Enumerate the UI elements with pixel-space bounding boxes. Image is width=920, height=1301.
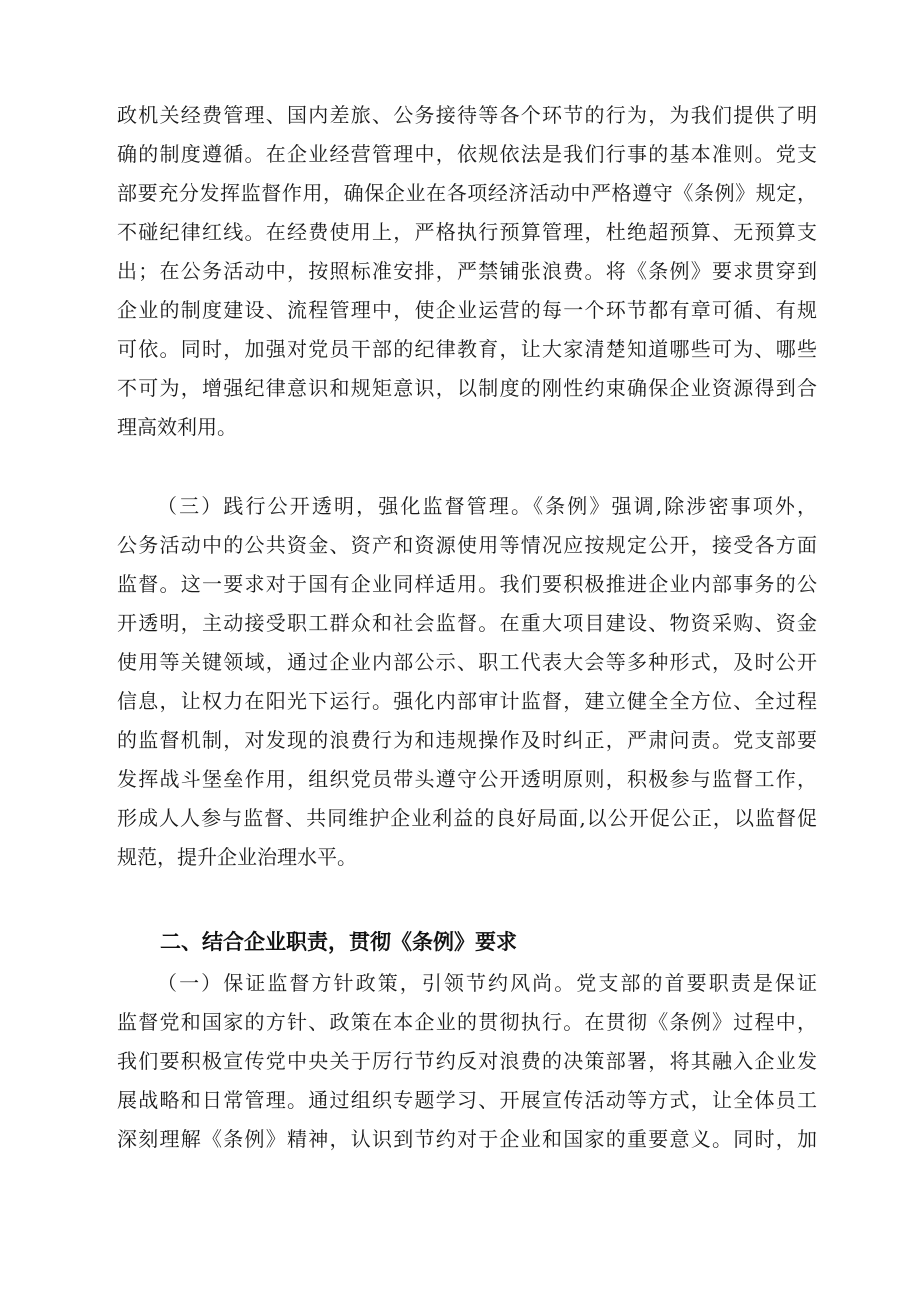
text-line: 确的制度遵循。在企业经营管理中，依规依法是我们行事的基本准则。党支 bbox=[117, 142, 817, 166]
text-line: 出；在公务活动中，按照标准安排，严禁铺张浪费。将《条例》要求贯穿到 bbox=[117, 259, 817, 283]
text-line: （三）践行公开透明，强化监督管理。《条例》强调,除涉密事项外， bbox=[157, 494, 817, 518]
text-line: 深刻理解《条例》精神，认识到节约对于企业和国家的重要意义。同时，加 bbox=[117, 1127, 817, 1151]
text-line: 可依。同时，加强对党员干部的纪律教育，让大家清楚知道哪些可为、哪些 bbox=[117, 337, 817, 361]
text-line: 政机关经费管理、国内差旅、公务接待等各个环节的行为，为我们提供了明 bbox=[117, 103, 817, 127]
text-line: 部要充分发挥监督作用，确保企业在各项经济活动中严格遵守《条例》规定， bbox=[117, 181, 817, 205]
text-line: 不碰纪律红线。在经费使用上，严格执行预算管理，杜绝超预算、无预算支 bbox=[117, 220, 817, 244]
text-line: 企业的制度建设、流程管理中，使企业运营的每一个环节都有章可循、有规 bbox=[117, 298, 817, 322]
text-line: 信息，让权力在阳光下运行。强化内部审计监督，建立健全全方位、全过程 bbox=[117, 689, 817, 713]
text-line: 的监督机制，对发现的浪费行为和违规操作及时纠正，严肃问责。党支部要 bbox=[117, 728, 817, 752]
text-line: 使用等关键领域，通过企业内部公示、职工代表大会等多种形式，及时公开 bbox=[117, 650, 817, 674]
text-line: 监督党和国家的方针、政策在本企业的贯彻执行。在贯彻《条例》过程中， bbox=[117, 1010, 817, 1034]
section-heading: 二、结合企业职责，贯彻《条例》要求 bbox=[160, 930, 517, 954]
text-line: 发挥战斗堡垒作用，组织党员带头遵守公开透明原则，积极参与监督工作， bbox=[117, 767, 817, 791]
text-line: 展战略和日常管理。通过组织专题学习、开展宣传活动等方式，让全体员工 bbox=[117, 1088, 817, 1112]
text-line: 公务活动中的公共资金、资产和资源使用等情况应按规定公开，接受各方面 bbox=[117, 533, 817, 557]
text-line: 规范，提升企业治理水平。 bbox=[117, 845, 357, 869]
text-line: 不可为，增强纪律意识和规矩意识，以制度的刚性约束确保企业资源得到合 bbox=[117, 376, 817, 400]
text-line: 理高效利用。 bbox=[117, 415, 237, 439]
text-line: 我们要积极宣传党中央关于厉行节约反对浪费的决策部署，将其融入企业发 bbox=[117, 1049, 817, 1073]
text-line: 开透明，主动接受职工群众和社会监督。在重大项目建设、物资采购、资金 bbox=[117, 611, 817, 635]
text-line: （一）保证监督方针政策，引领节约风尚。党支部的首要职责是保证 bbox=[157, 971, 817, 995]
text-line: 形成人人参与监督、共同维护企业利益的良好局面,以公开促公正，以监督促 bbox=[117, 806, 817, 830]
text-line: 监督。这一要求对于国有企业同样适用。我们要积极推进企业内部事务的公 bbox=[117, 572, 817, 596]
